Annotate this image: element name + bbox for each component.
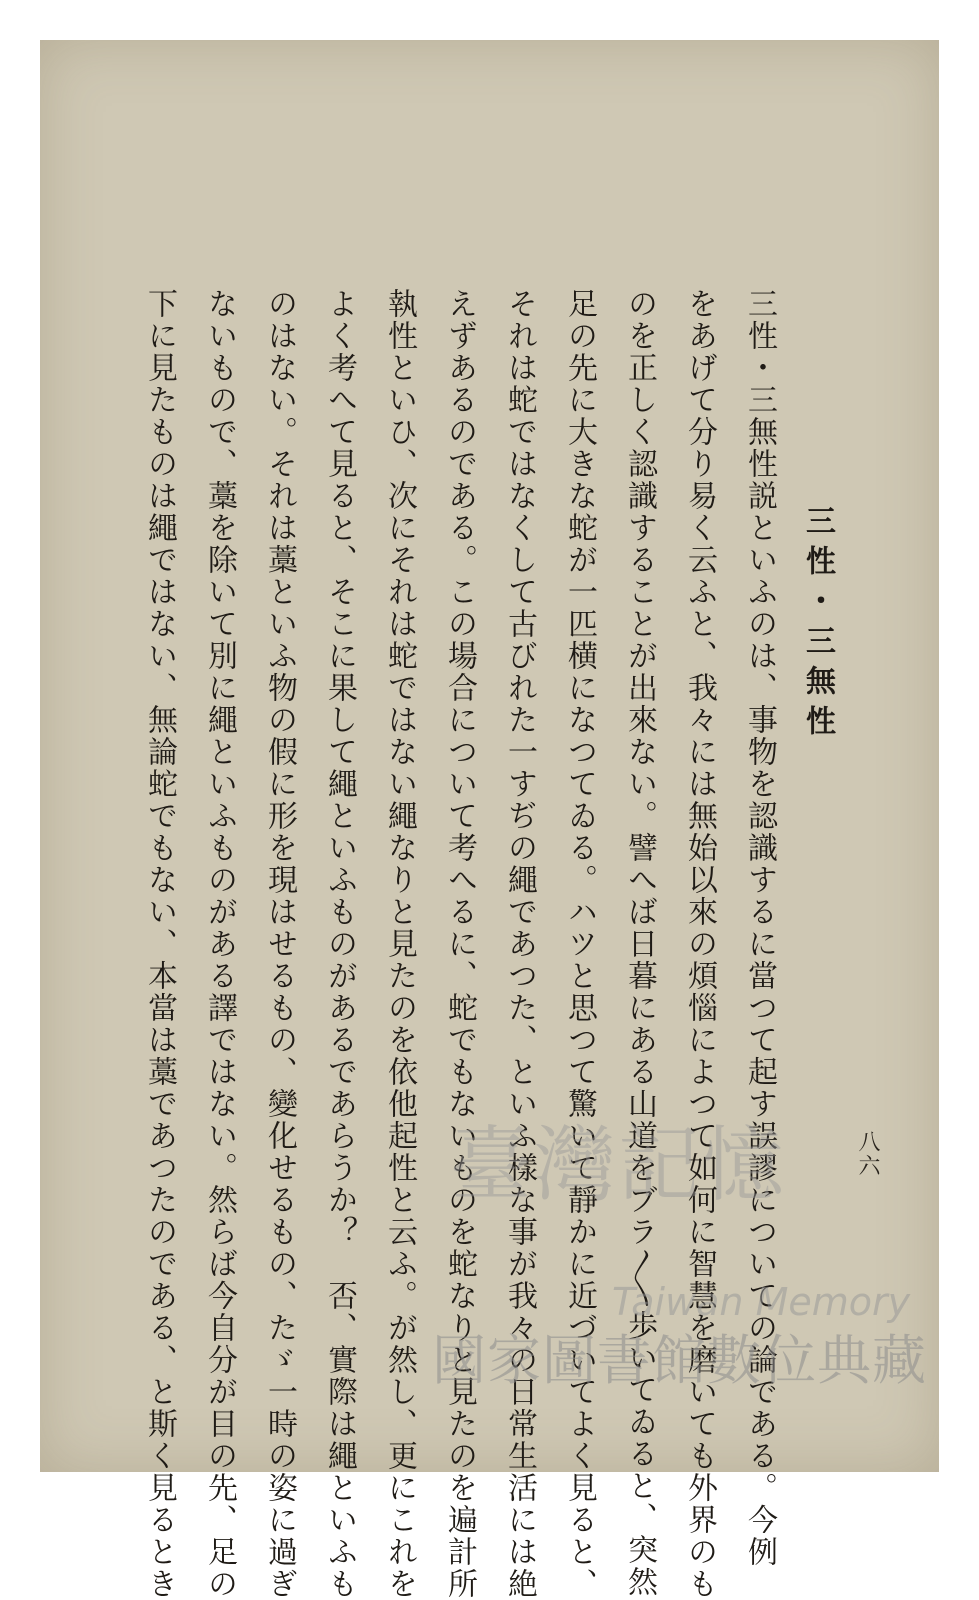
text-column-11: 下に見たものは繩ではない、無論蛇でもない、本當は藁であつたのである、と斯く見るとき	[142, 288, 177, 1600]
text-column-8: よく考へて見ると、そこに果して繩といふものがあるであらうか？ 否、實際は繩といふも	[322, 288, 357, 1600]
text-column-9: のはない。それは藁といふ物の假に形を現はせるもの、變化せるもの、たゞ一時の姿に過ぎ	[262, 288, 297, 1600]
text-column-6: えずあるのである。この場合について考へるに、蛇でもないものを蛇なりと見たのを遍計所	[442, 288, 477, 1600]
text-column-2: をあげて分り易く云ふと、我々には無始以來の煩惱によつて如何に智慧を磨いても外界のも	[682, 288, 717, 1600]
book-page	[40, 40, 939, 1600]
section-title: 三性・三無性	[800, 505, 835, 745]
page-number: 八六	[855, 1130, 880, 1178]
text-column-1: 三性・三無性説といふのは、事物を認識するに當つて起す誤謬についての論である。今例	[742, 288, 777, 1568]
text-column-7: 執性といひ、次にそれは蛇ではない繩なりと見たのを依他起性と云ふ。が然し、更にこれを	[382, 288, 417, 1600]
watermark-chinese-text: 國家圖書館數位典藏	[432, 1329, 927, 1392]
text-column-3: のを正しく認識することが出來ない。譬へば日暮にある山道をブラ〳〵歩いてゐると、突然	[622, 288, 657, 1598]
watermark-logo-text: 臺灣記憶	[450, 1118, 787, 1213]
text-column-10: ないもので、藁を除いて別に繩といふものがある譯ではない。然らば今自分が目の先、足の	[202, 288, 237, 1600]
text-column-4: 足の先に大きな蛇が一匹横になつてゐる。ハツと思つて驚いて靜かに近づいてよく見ると、	[562, 288, 597, 1600]
text-column-5: それは蛇ではなくして古びれた一すぢの繩であつた、といふ樣な事が我々の日常生活には絶	[502, 288, 537, 1600]
watermark-english-text: Taiwan Memory	[612, 1280, 911, 1324]
